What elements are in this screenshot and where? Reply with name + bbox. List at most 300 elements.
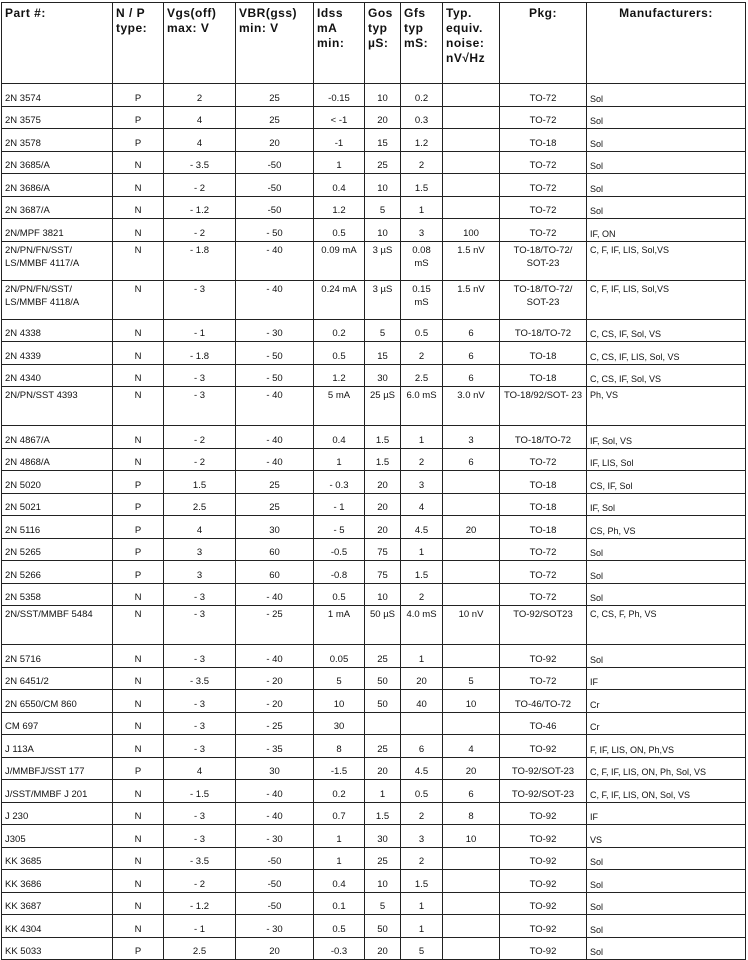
cell-noise — [443, 129, 500, 152]
cell-idss: 0.09 mA — [314, 241, 365, 280]
cell-vbr-gss: -50 — [236, 174, 314, 197]
cell-type: N — [113, 825, 164, 848]
cell-package: TO-18/TO-72 — [500, 426, 587, 449]
cell-idss: - 5 — [314, 516, 365, 539]
cell-gos: 25 µS — [365, 387, 401, 426]
cell-noise — [443, 892, 500, 915]
cell-package: TO-72 — [500, 196, 587, 219]
cell-package: TO-18/TO-72 — [500, 319, 587, 342]
cell-part: KK 3685 — [2, 847, 113, 870]
table-row — [2, 915, 746, 938]
cell-vbr-gss: 25 — [236, 106, 314, 129]
cell-type: N — [113, 780, 164, 803]
cell-vbr-gss: 25 — [236, 493, 314, 516]
cell-vbr-gss: - 50 — [236, 364, 314, 387]
cell-part: J 113A — [2, 735, 113, 758]
cell-gos: 50 — [365, 915, 401, 938]
cell-package: TO-92 — [500, 870, 587, 893]
cell-vgs-off: - 3 — [164, 364, 236, 387]
cell-gfs: 0.5 — [401, 319, 443, 342]
cell-idss: 0.05 — [314, 645, 365, 668]
cell-vbr-gss: - 40 — [236, 241, 314, 280]
cell-vbr-gss: - 30 — [236, 319, 314, 342]
cell-idss: -1 — [314, 129, 365, 152]
cell-manufacturers: IF, LIS, Sol — [587, 448, 746, 471]
cell-part: 2N/MPF 3821 — [2, 219, 113, 242]
cell-gos: 15 — [365, 342, 401, 365]
cell-part: 2N 3574 — [2, 84, 113, 107]
cell-gos: 10 — [365, 870, 401, 893]
cell-manufacturers: IF, Sol, VS — [587, 426, 746, 449]
table-row — [2, 757, 746, 780]
cell-gfs: 5 — [401, 937, 443, 960]
table-row — [2, 387, 746, 426]
cell-noise: 3 — [443, 426, 500, 449]
cell-gfs: 1 — [401, 645, 443, 668]
cell-vgs-off: - 1.5 — [164, 780, 236, 803]
cell-package: TO-18/TO-72/ SOT-23 — [500, 280, 587, 319]
cell-manufacturers: Sol — [587, 151, 746, 174]
cell-package: TO-72 — [500, 174, 587, 197]
cell-package: TO-92/SOT23 — [500, 606, 587, 645]
header-gfs: Gfs typ mS: — [401, 3, 443, 84]
cell-type: P — [113, 937, 164, 960]
table-row — [2, 319, 746, 342]
cell-package: TO-18 — [500, 364, 587, 387]
table-row — [2, 892, 746, 915]
cell-package: TO-92 — [500, 937, 587, 960]
cell-vgs-off: - 3.5 — [164, 151, 236, 174]
cell-idss: 1.2 — [314, 364, 365, 387]
cell-noise — [443, 583, 500, 606]
cell-idss: -1.5 — [314, 757, 365, 780]
header-idss: Idss mA min: — [314, 3, 365, 84]
header-manufacturers: Manufacturers: — [587, 3, 746, 84]
table-row — [2, 606, 746, 645]
cell-vgs-off: - 2 — [164, 426, 236, 449]
cell-idss: 0.2 — [314, 319, 365, 342]
cell-part: 2N 5358 — [2, 583, 113, 606]
cell-gos: 15 — [365, 129, 401, 152]
cell-gos: 3 µS — [365, 280, 401, 319]
cell-vgs-off: - 3.5 — [164, 667, 236, 690]
cell-manufacturers: VS — [587, 825, 746, 848]
cell-part: J305 — [2, 825, 113, 848]
cell-gos: 10 — [365, 219, 401, 242]
table-row — [2, 129, 746, 152]
cell-vbr-gss: - 20 — [236, 667, 314, 690]
cell-manufacturers: Sol — [587, 538, 746, 561]
cell-vgs-off: - 3 — [164, 690, 236, 713]
cell-manufacturers: Sol — [587, 106, 746, 129]
table-row — [2, 493, 746, 516]
cell-manufacturers: Sol — [587, 561, 746, 584]
cell-part: KK 4304 — [2, 915, 113, 938]
cell-type: N — [113, 426, 164, 449]
cell-package: TO-92 — [500, 892, 587, 915]
cell-idss: -0.8 — [314, 561, 365, 584]
cell-type: P — [113, 129, 164, 152]
cell-manufacturers: CS, Ph, VS — [587, 516, 746, 539]
cell-vgs-off: 2.5 — [164, 493, 236, 516]
cell-vgs-off: - 3 — [164, 583, 236, 606]
cell-gfs: 2 — [401, 342, 443, 365]
cell-part: 2N/PN/FN/SST/ LS/MMBF 4117/A — [2, 241, 113, 280]
cell-gos: 1.5 — [365, 448, 401, 471]
cell-vbr-gss: 20 — [236, 129, 314, 152]
cell-package: TO-18 — [500, 342, 587, 365]
table-row — [2, 870, 746, 893]
cell-vbr-gss: - 40 — [236, 780, 314, 803]
cell-idss: 0.5 — [314, 219, 365, 242]
cell-vgs-off: 4 — [164, 516, 236, 539]
cell-vbr-gss: -50 — [236, 196, 314, 219]
cell-type: N — [113, 280, 164, 319]
cell-vbr-gss: -50 — [236, 892, 314, 915]
cell-noise — [443, 847, 500, 870]
table-row — [2, 196, 746, 219]
cell-package: TO-72 — [500, 667, 587, 690]
cell-gos: 1.5 — [365, 802, 401, 825]
table-row — [2, 174, 746, 197]
cell-part: CM 697 — [2, 712, 113, 735]
cell-package: TO-72 — [500, 151, 587, 174]
cell-part: 2N/PN/FN/SST/ LS/MMBF 4118/A — [2, 280, 113, 319]
cell-part: 2N/PN/SST 4393 — [2, 387, 113, 426]
cell-manufacturers: Sol — [587, 583, 746, 606]
cell-vgs-off: - 1 — [164, 319, 236, 342]
cell-gfs: 4.5 — [401, 757, 443, 780]
cell-idss: 0.5 — [314, 583, 365, 606]
cell-noise — [443, 471, 500, 494]
cell-noise — [443, 870, 500, 893]
cell-type: N — [113, 219, 164, 242]
cell-gos: 30 — [365, 825, 401, 848]
table-row — [2, 735, 746, 758]
cell-gos: 20 — [365, 937, 401, 960]
cell-manufacturers: Sol — [587, 870, 746, 893]
cell-gos: 3 µS — [365, 241, 401, 280]
cell-noise — [443, 493, 500, 516]
cell-part: 2N/SST/MMBF 5484 — [2, 606, 113, 645]
cell-vgs-off: 3 — [164, 538, 236, 561]
cell-noise: 6 — [443, 780, 500, 803]
cell-type: P — [113, 106, 164, 129]
header-pkg: Pkg: — [500, 3, 587, 84]
table-row — [2, 538, 746, 561]
cell-package: TO-92/SOT-23 — [500, 757, 587, 780]
cell-vbr-gss: - 30 — [236, 825, 314, 848]
cell-package: TO-72 — [500, 219, 587, 242]
cell-gos: 20 — [365, 516, 401, 539]
table-row — [2, 471, 746, 494]
cell-type: N — [113, 712, 164, 735]
cell-type: N — [113, 606, 164, 645]
cell-noise: 6 — [443, 364, 500, 387]
cell-gos: 50 — [365, 667, 401, 690]
cell-vgs-off: - 2 — [164, 870, 236, 893]
cell-gfs: 1 — [401, 426, 443, 449]
cell-gfs: 2.5 — [401, 364, 443, 387]
cell-vbr-gss: 30 — [236, 516, 314, 539]
cell-type: N — [113, 735, 164, 758]
cell-type: N — [113, 196, 164, 219]
cell-vbr-gss: - 25 — [236, 606, 314, 645]
cell-part: 2N 3578 — [2, 129, 113, 152]
cell-idss: 5 — [314, 667, 365, 690]
cell-part: 2N 5265 — [2, 538, 113, 561]
cell-part: 2N 6550/CM 860 — [2, 690, 113, 713]
cell-type: P — [113, 84, 164, 107]
cell-vbr-gss: 25 — [236, 84, 314, 107]
cell-package: TO-46 — [500, 712, 587, 735]
cell-gos — [365, 712, 401, 735]
cell-gfs: 1 — [401, 538, 443, 561]
cell-idss: 0.5 — [314, 915, 365, 938]
cell-noise — [443, 106, 500, 129]
cell-part: J 230 — [2, 802, 113, 825]
cell-part: 2N 4338 — [2, 319, 113, 342]
cell-manufacturers: Sol — [587, 937, 746, 960]
cell-gfs: 3 — [401, 471, 443, 494]
table-body — [2, 84, 746, 960]
cell-gfs: 1.5 — [401, 870, 443, 893]
cell-idss: 10 — [314, 690, 365, 713]
cell-manufacturers: Sol — [587, 196, 746, 219]
cell-manufacturers: C, F, IF, LIS, Sol,VS — [587, 280, 746, 319]
cell-vbr-gss: - 50 — [236, 219, 314, 242]
table-row — [2, 426, 746, 449]
cell-idss: 0.2 — [314, 780, 365, 803]
cell-idss: 1 — [314, 825, 365, 848]
cell-manufacturers: C, F, IF, LIS, ON, Ph, Sol, VS — [587, 757, 746, 780]
cell-package: TO-92 — [500, 802, 587, 825]
cell-manufacturers: C, F, IF, LIS, ON, Sol, VS — [587, 780, 746, 803]
cell-noise — [443, 645, 500, 668]
cell-manufacturers: Sol — [587, 892, 746, 915]
cell-idss: 5 mA — [314, 387, 365, 426]
cell-gos: 75 — [365, 538, 401, 561]
cell-vgs-off: - 1.8 — [164, 342, 236, 365]
cell-vbr-gss: 25 — [236, 471, 314, 494]
cell-gos: 25 — [365, 151, 401, 174]
table-row — [2, 280, 746, 319]
cell-idss: 1 mA — [314, 606, 365, 645]
cell-vbr-gss: 60 — [236, 561, 314, 584]
cell-gos: 20 — [365, 106, 401, 129]
cell-part: 2N 5266 — [2, 561, 113, 584]
cell-noise: 1.5 nV — [443, 280, 500, 319]
cell-package: TO-18 — [500, 471, 587, 494]
cell-gfs: 3 — [401, 219, 443, 242]
cell-gfs: 4 — [401, 493, 443, 516]
cell-type: P — [113, 561, 164, 584]
cell-gfs: 20 — [401, 667, 443, 690]
cell-vgs-off: - 3 — [164, 280, 236, 319]
cell-part: J/MMBFJ/SST 177 — [2, 757, 113, 780]
cell-idss: 0.5 — [314, 342, 365, 365]
cell-manufacturers: Sol — [587, 847, 746, 870]
cell-type: N — [113, 364, 164, 387]
cell-noise — [443, 538, 500, 561]
cell-gfs: 1 — [401, 892, 443, 915]
cell-package: TO-92 — [500, 825, 587, 848]
cell-noise: 10 — [443, 690, 500, 713]
cell-gos: 50 µS — [365, 606, 401, 645]
cell-type: N — [113, 342, 164, 365]
table-row — [2, 561, 746, 584]
cell-gfs: 6.0 mS — [401, 387, 443, 426]
cell-gfs: 3 — [401, 825, 443, 848]
cell-vbr-gss: - 35 — [236, 735, 314, 758]
header-np: N / P type: — [113, 3, 164, 84]
cell-manufacturers: Cr — [587, 712, 746, 735]
cell-idss: -0.15 — [314, 84, 365, 107]
cell-part: 2N 3575 — [2, 106, 113, 129]
cell-noise — [443, 561, 500, 584]
cell-part: 2N 3687/A — [2, 196, 113, 219]
cell-noise — [443, 712, 500, 735]
cell-manufacturers: IF, ON — [587, 219, 746, 242]
cell-vgs-off: - 3 — [164, 825, 236, 848]
cell-package: TO-72 — [500, 561, 587, 584]
cell-manufacturers: C, CS, F, Ph, VS — [587, 606, 746, 645]
cell-type: P — [113, 493, 164, 516]
cell-gfs: 0.5 — [401, 780, 443, 803]
cell-gfs: 40 — [401, 690, 443, 713]
cell-vbr-gss: - 30 — [236, 915, 314, 938]
cell-idss: 0.7 — [314, 802, 365, 825]
cell-part: 2N 5020 — [2, 471, 113, 494]
cell-noise — [443, 84, 500, 107]
cell-part: 2N 6451/2 — [2, 667, 113, 690]
cell-noise: 8 — [443, 802, 500, 825]
cell-part: KK 5033 — [2, 937, 113, 960]
table-row — [2, 825, 746, 848]
cell-type: P — [113, 516, 164, 539]
cell-vgs-off: - 3.5 — [164, 847, 236, 870]
cell-noise — [443, 937, 500, 960]
cell-package: TO-92 — [500, 915, 587, 938]
cell-part: KK 3687 — [2, 892, 113, 915]
table-row — [2, 645, 746, 668]
cell-vgs-off: 2.5 — [164, 937, 236, 960]
cell-package: TO-72 — [500, 84, 587, 107]
cell-idss: 0.1 — [314, 892, 365, 915]
table-row — [2, 448, 746, 471]
cell-idss: 0.4 — [314, 426, 365, 449]
cell-idss: - 1 — [314, 493, 365, 516]
cell-vgs-off: 4 — [164, 757, 236, 780]
cell-part: KK 3686 — [2, 870, 113, 893]
cell-part: 2N 5716 — [2, 645, 113, 668]
cell-package: TO-18/TO-72/ SOT-23 — [500, 241, 587, 280]
table-row — [2, 151, 746, 174]
cell-part: 2N 4340 — [2, 364, 113, 387]
cell-vbr-gss: - 40 — [236, 645, 314, 668]
cell-manufacturers: Sol — [587, 645, 746, 668]
cell-gos: 1.5 — [365, 426, 401, 449]
cell-vgs-off: - 1.2 — [164, 892, 236, 915]
cell-type: N — [113, 151, 164, 174]
cell-package: TO-18 — [500, 129, 587, 152]
header-vgs: Vgs(off) max: V — [164, 3, 236, 84]
cell-gos: 10 — [365, 84, 401, 107]
cell-gfs: 0.08 mS — [401, 241, 443, 280]
table-row — [2, 937, 746, 960]
cell-vgs-off: - 3 — [164, 712, 236, 735]
table-row — [2, 847, 746, 870]
cell-gos: 5 — [365, 319, 401, 342]
cell-type: N — [113, 690, 164, 713]
cell-gfs: 0.15 mS — [401, 280, 443, 319]
cell-gfs: 1.5 — [401, 174, 443, 197]
cell-gfs: 1 — [401, 196, 443, 219]
cell-idss: 30 — [314, 712, 365, 735]
cell-vbr-gss: -50 — [236, 847, 314, 870]
cell-gfs: 1 — [401, 915, 443, 938]
cell-gos: 10 — [365, 174, 401, 197]
cell-vgs-off: - 3 — [164, 735, 236, 758]
cell-gfs: 6 — [401, 735, 443, 758]
cell-gfs: 2 — [401, 151, 443, 174]
cell-type: N — [113, 448, 164, 471]
cell-noise: 3.0 nV — [443, 387, 500, 426]
cell-manufacturers: IF — [587, 802, 746, 825]
cell-noise — [443, 915, 500, 938]
cell-manufacturers: C, CS, IF, Sol, VS — [587, 364, 746, 387]
table-row — [2, 667, 746, 690]
cell-package: TO-72 — [500, 106, 587, 129]
header-noise: Typ. equiv. noise: nV√Hz — [443, 3, 500, 84]
cell-noise: 6 — [443, 448, 500, 471]
cell-vbr-gss: - 20 — [236, 690, 314, 713]
table-row — [2, 712, 746, 735]
cell-vbr-gss: - 25 — [236, 712, 314, 735]
cell-noise: 4 — [443, 735, 500, 758]
cell-type: N — [113, 847, 164, 870]
cell-noise: 100 — [443, 219, 500, 242]
cell-gos: 75 — [365, 561, 401, 584]
cell-package: TO-18/92/SOT- 23 — [500, 387, 587, 426]
cell-gfs: 4.0 mS — [401, 606, 443, 645]
cell-package: TO-92/SOT-23 — [500, 780, 587, 803]
cell-type: N — [113, 645, 164, 668]
jfet-table — [1, 2, 746, 960]
cell-idss: 8 — [314, 735, 365, 758]
table-row — [2, 583, 746, 606]
cell-gfs: 0.3 — [401, 106, 443, 129]
cell-gfs — [401, 712, 443, 735]
table-row — [2, 516, 746, 539]
cell-idss: 1 — [314, 448, 365, 471]
cell-vgs-off: 1.5 — [164, 471, 236, 494]
cell-idss: 1 — [314, 151, 365, 174]
cell-vbr-gss: -50 — [236, 151, 314, 174]
table-row — [2, 241, 746, 280]
cell-vbr-gss: - 40 — [236, 426, 314, 449]
cell-gos: 20 — [365, 471, 401, 494]
cell-package: TO-18 — [500, 493, 587, 516]
cell-manufacturers: Sol — [587, 129, 746, 152]
cell-gfs: 1.2 — [401, 129, 443, 152]
cell-idss: -0.5 — [314, 538, 365, 561]
header-vbr: VBR(gss) min: V — [236, 3, 314, 84]
cell-noise — [443, 151, 500, 174]
cell-type: P — [113, 538, 164, 561]
header-gos: Gos typ µS: — [365, 3, 401, 84]
cell-gfs: 2 — [401, 448, 443, 471]
